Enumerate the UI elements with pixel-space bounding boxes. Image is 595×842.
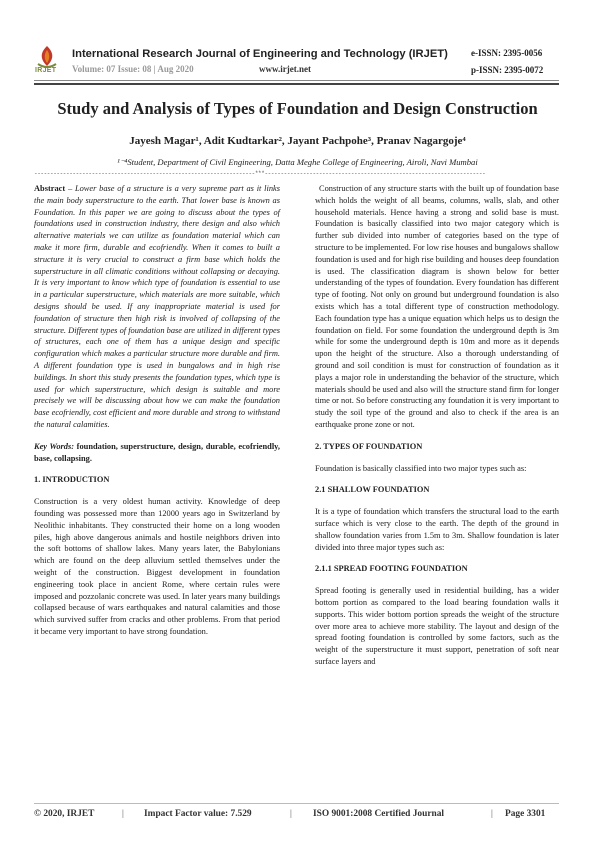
footer-impact-factor: Impact Factor value: 7.529 xyxy=(144,809,252,819)
intro-text: Construction is a very oldest human activity. Knowledge of deep founding was possessed more than 12000 years ago in Switzerland by Neolithic inhabitants. They constructed their home on a long wooden piles, high above dangerous animals and hostile neighbors driven into the soft bottoms of shallow lakes. Many years later, the Babylonians which are found on the deep alluvium settled themselves under the weight of the construction. Biggest development in foundation engineering took place in ancient Rome, where certain rules were imposed and pozzolanic concrete was used. In later years many buildings collapsed because of wars earthquakes and natural calamities and those which survived suffer from cracks and other problems. From that period it became very important to have strong foundation. xyxy=(34,497,280,636)
paper-affiliation: ¹⁻⁴Student, Department of Civil Engineering, Datta Meghe College of Engineering, Airoli, Navi Mumbai xyxy=(117,157,478,167)
section-separator: ---------------------------------------------------------------------***--------------------------------------------------------------------- xyxy=(34,170,486,177)
logo-text: IRJET xyxy=(35,67,57,74)
shallow-text: It is a type of foundation which transfers the structural load to the earth surface which is very close to the earth. The depth of the ground in shallow foundation varies from 1.5m to 3m. Shallow foundation is later divided into three major types such as: xyxy=(315,507,559,552)
keywords xyxy=(34,441,280,465)
footer-page-number: Page 3301 xyxy=(505,809,546,819)
footer-iso: ISO 9001:2008 Certified Journal xyxy=(313,809,444,819)
footer-copyright: © 2020, IRJET xyxy=(34,809,95,819)
abstract xyxy=(34,183,280,431)
e-issn: e-ISSN: 2395-0056 xyxy=(471,48,543,58)
spread-heading: 2.1.1 SPREAD FOOTING FOUNDATION xyxy=(315,564,468,574)
left-column xyxy=(34,183,280,648)
header-divider-thick xyxy=(34,83,559,85)
intro-heading: 1. INTRODUCTION xyxy=(34,475,110,485)
p-issn: p-ISSN: 2395-0072 xyxy=(471,65,544,75)
header-divider xyxy=(34,80,559,81)
volume-info: Volume: 07 Issue: 08 | Aug 2020 xyxy=(72,64,194,74)
footer-separator: | xyxy=(491,809,493,819)
website-link[interactable]: www.irjet.net xyxy=(259,64,311,74)
right-column xyxy=(315,183,559,678)
keywords-text: foundation, superstructure, design, durable, ecofriendly, base, collapsing. xyxy=(34,441,280,463)
paper-authors: Jayesh Magar¹, Adit Kudtarkar², Jayant Pachpohe³, Pranav Nagargoje⁴ xyxy=(129,135,466,147)
footer-separator: | xyxy=(122,809,124,819)
types-text: Foundation is basically classified into two major types such as: xyxy=(315,463,527,473)
footer-divider xyxy=(34,803,559,804)
journal-title: International Research Journal of Engineering and Technology (IRJET) xyxy=(72,48,448,60)
paper-title: Study and Analysis of Types of Foundation and Design Construction xyxy=(57,99,538,118)
abstract-label: Abstract xyxy=(34,184,66,193)
footer-separator: | xyxy=(290,809,292,819)
spread-text: Spread footing is generally used in residential building, has a wider bottom portion as compared to the load bearing foundation walls it supports. This wider bottom portion spreads the weight of the structure over more area to achieve more stability. The layout and design of the spread footing foundation is controlled by some factors, such as the weight of the superstructure it must support, penetration of soft near surface layers and xyxy=(315,586,559,666)
foundation-overview-text: Construction of any structure starts with the built up of foundation base which holds the weight of all beams, columns, walls, slab, and other household materials. Hence having a strong and solid base is must. Foundation is basically classified into two major category which is further sub divided into number of categories based on the type of structure to be implemented. For low rise houses and bungalows shallow foundation is used and for high rise building and houses deep foundation is used. The classification diagram is shown below for better understanding of the types of foundation. Every foundation has different type of footing. Not only on ground but underground foundation is also exists which has a total different type of construction methodology. Each foundation type has a unique equation which helps us to design the foundation on field. For some foundation the underground depth is 3m while for some the underground depth is 10m and more as it depends upon the height of the structure. Also a thorough understanding of ground and soil condition is must for construction of foundation as it plays a major role in understanding the behavior of the structure, which materials should be used and also will the structure stand firm for longer time or not. So before constructing any foundation it is very important to study the soil type of the ground and also to check if the area is an earthquake prone zone or not. xyxy=(315,184,559,429)
abstract-text: – Lower base of a structure is a very supreme part as it links the main body superstructure to the earth. That lower base is known as Foundation. In this paper we are going to discuss about the types of foundations used in construction industry, there design and also which alternative materials we can utilize as foundation material which can make it more firm, durable and ecofriendly. When it comes to built a structure it is very crucial to construct a firm base which holds the superstructure in all climatic conditions without collapsing or decaying. It is very important to know which type of foundation is essential to use in a particular superstructure, which materials are more suitable, which designs should be used. If any inappropriate material is used for foundation of structure then high risk is involved of collapsing of the structure. Different types of foundation base are utilized in different types of structures, each one of them has a unique design and specific configuration which makes a particular structure more durable and firm. A different foundation type is used in bungalows and in high rise buildings. In short this study presents the foundation types, which type is used for which superstructure, which design is suitable and more precisely we will be discussing about how we can make the foundation base ecofriendly, cost efficient and more durable and strong to withstand the natural calamities. xyxy=(34,184,280,429)
types-heading: 2. TYPES OF FOUNDATION xyxy=(315,441,423,451)
keywords-label: Key Words: xyxy=(34,441,75,451)
shallow-heading: 2.1 SHALLOW FOUNDATION xyxy=(315,485,430,495)
